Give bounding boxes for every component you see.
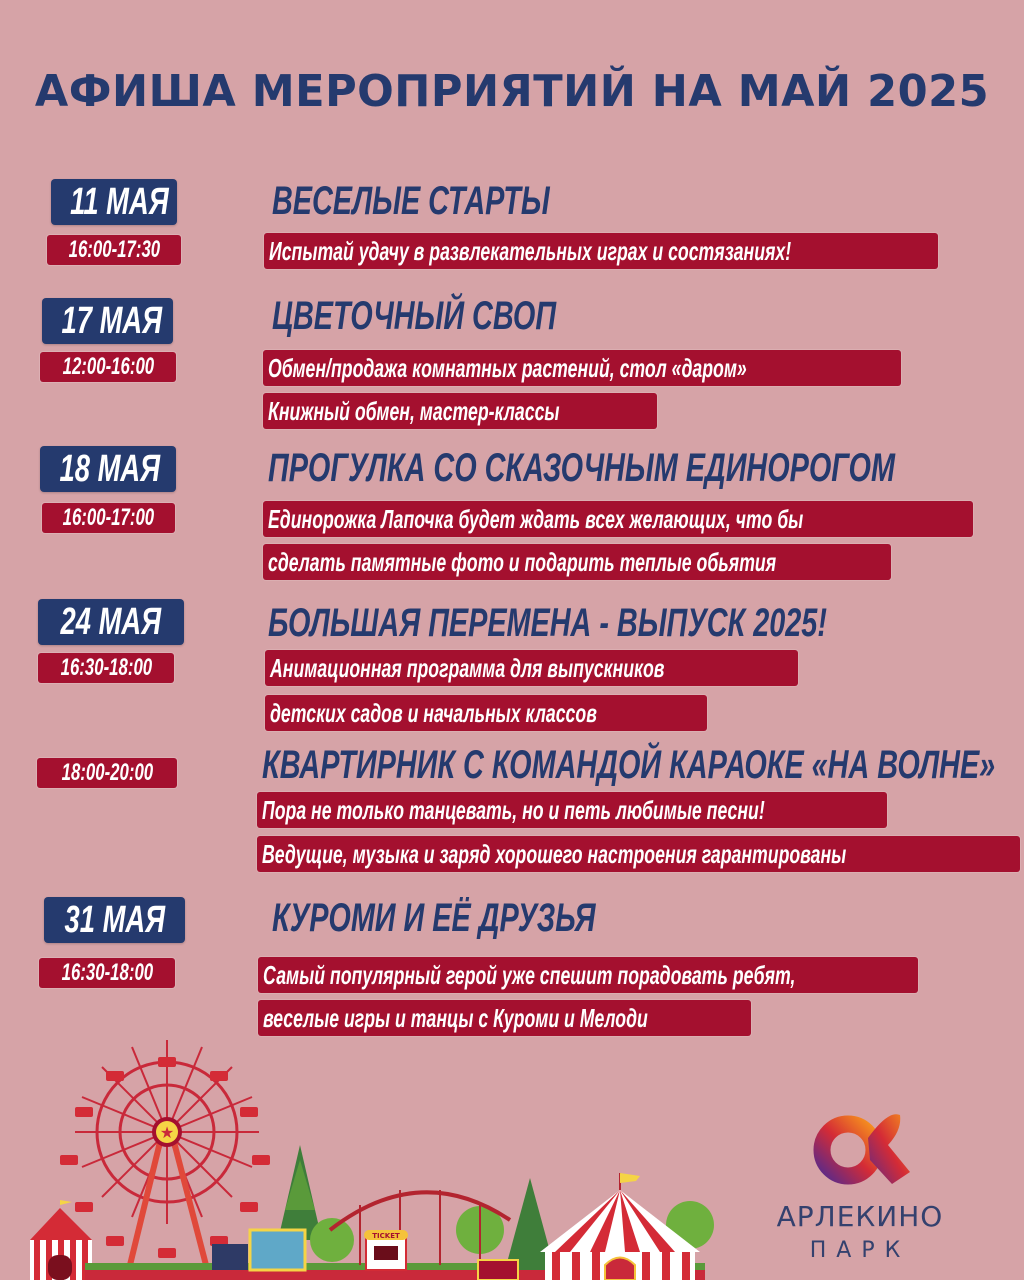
event-description-line: Единорожка Лапочка будет ждать всех желающих, что бы (263, 501, 973, 537)
event-description-line: Пора не только танцевать, но и петь любимые песни! (257, 792, 887, 828)
event-title: ПРОГУЛКА СО СКАЗОЧНЫМ ЕДИНОРОГОМ (268, 446, 895, 490)
poster-title: АФИША МЕРОПРИЯТИЙ НА МАЙ 2025 (34, 66, 990, 117)
event-title: КУРОМИ И ЕЁ ДРУЗЬЯ (272, 896, 596, 940)
event-time-badge: 16:00-17:00 (42, 503, 175, 533)
svg-text:TICKET: TICKET (372, 1232, 400, 1240)
event-description-line: Самый популярный герой уже спешит порадовать ребят, (258, 957, 918, 993)
logo-subtitle: ПАРК (809, 1238, 911, 1263)
event-time-badge: 18:00-20:00 (37, 758, 177, 788)
ferris-wheel-icon (75, 1040, 259, 1265)
ticket-booth-icon (364, 1230, 408, 1270)
event-title: КВАРТИРНИК С КОМАНДОЙ КАРАОКЕ «НА ВОЛНЕ» (262, 743, 996, 787)
event-date-badge: 11 МАЯ (51, 179, 177, 225)
event-time-badge: 16:30-18:00 (39, 958, 175, 988)
event-time-badge: 16:30-18:00 (38, 653, 174, 683)
event-description-line: сделать памятные фото и подарить теплые обьятия (263, 544, 891, 580)
event-description-line: Анимационная программа для выпускников (265, 650, 798, 686)
event-title: ВЕСЕЛЫЕ СТАРТЫ (272, 179, 550, 223)
event-date-badge: 18 МАЯ (40, 446, 176, 492)
alpha-logo-icon (770, 1100, 950, 1200)
event-title: БОЛЬШАЯ ПЕРЕМЕНА - ВЫПУСК 2025! (268, 601, 827, 645)
event-time-badge: 16:00-17:30 (47, 235, 181, 265)
logo-name: АРЛЕКИНО (776, 1200, 944, 1233)
event-description-line: детских садов и начальных классов (265, 695, 707, 731)
amusement-park-illustration (0, 1030, 760, 1280)
event-description-line: Обмен/продажа комнатных растений, стол «даром» (263, 350, 901, 386)
svg-text:★: ★ (159, 1123, 175, 1142)
event-title: ЦВЕТОЧНЫЙ СВОП (272, 294, 557, 338)
event-description-line: Книжный обмен, мастер-классы (263, 393, 657, 429)
event-date-badge: 17 МАЯ (42, 298, 173, 344)
gondola-icons (60, 1057, 270, 1258)
event-description-line: Испытай удачу в развлекательных играх и состязаниях! (264, 233, 938, 269)
cage-wagon-icon (478, 1260, 518, 1280)
arlekino-park-logo (770, 1100, 950, 1270)
event-date-badge: 24 МАЯ (38, 599, 184, 645)
event-time-badge: 12:00-16:00 (40, 352, 176, 382)
event-description-line: веселые игры и танцы с Куроми и Мелоди (258, 1000, 751, 1036)
event-description-line: Ведущие, музыка и заряд хорошего настроения гарантированы (257, 836, 1020, 872)
event-date-badge: 31 МАЯ (44, 897, 185, 943)
